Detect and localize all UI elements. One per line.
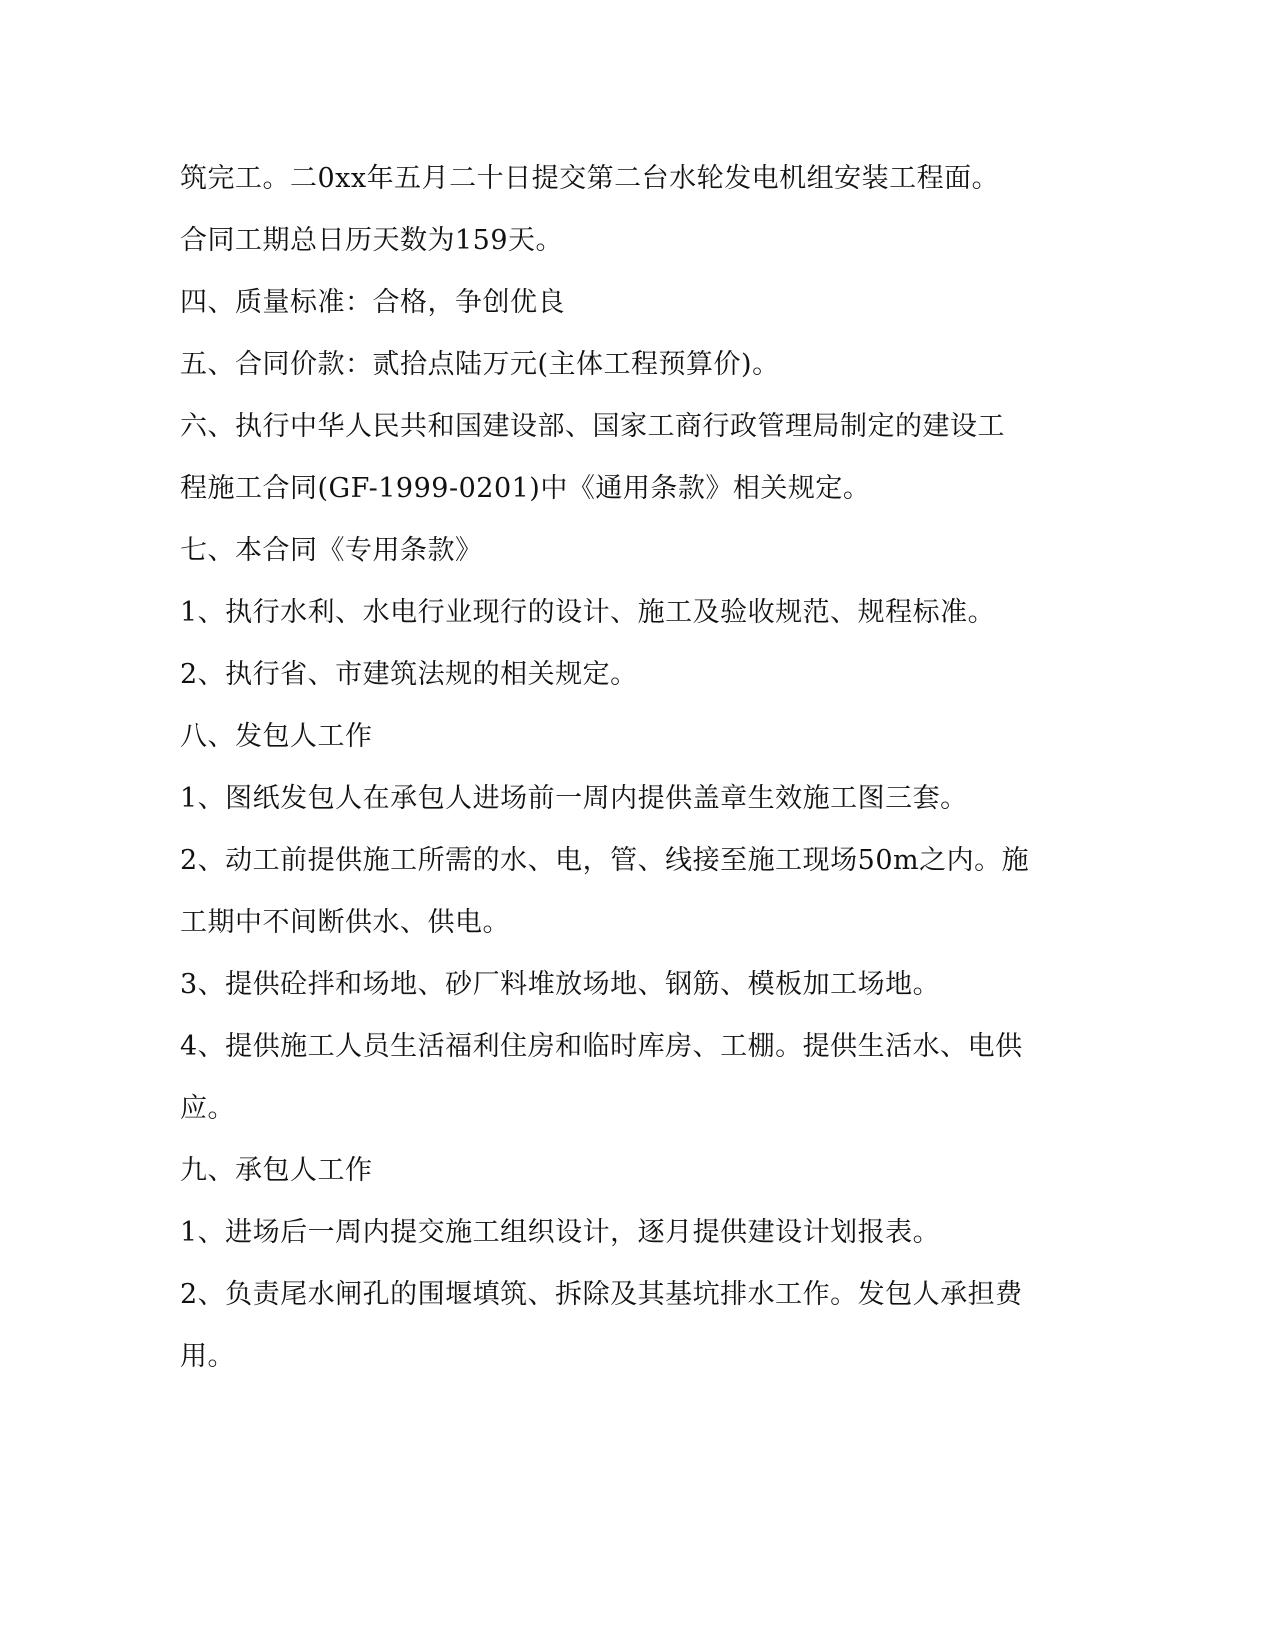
list-item: 1、图纸发包人在承包人进场前一周内提供盖章生效施工图三套。 [180, 783, 968, 814]
list-item: 3、提供砼拌和场地、砂厂料堆放场地、钢筋、模板加工场地。 [180, 969, 941, 1000]
text-line: 程施工合同(GF-1999-0201)中《通用条款》相关规定。 [180, 473, 871, 504]
text-line: 应。 [180, 1093, 235, 1124]
text-line: 用。 [180, 1341, 235, 1372]
list-item: 2、动工前提供施工所需的水、电，管、线接至施工现场50m之内。施 [180, 845, 1030, 876]
text-line: 合同工期总日历天数为159天。 [180, 225, 564, 256]
section-heading: 八、发包人工作 [180, 721, 373, 752]
list-item: 1、执行水利、水电行业现行的设计、施工及验收规范、规程标准。 [180, 597, 996, 628]
document-body [180, 148, 1040, 1388]
list-item: 2、负责尾水闸孔的围堰填筑、拆除及其基坑排水工作。发包人承担费 [180, 1279, 1023, 1310]
section-heading: 九、承包人工作 [180, 1155, 373, 1186]
section-heading: 六、执行中华人民共和国建设部、国家工商行政管理局制定的建设工 [180, 411, 1005, 442]
list-item: 2、执行省、市建筑法规的相关规定。 [180, 659, 638, 690]
section-heading: 四、质量标准：合格，争创优良 [180, 287, 565, 318]
text-line: 工期中不间断供水、供电。 [180, 907, 510, 938]
list-item: 1、进场后一周内提交施工组织设计，逐月提供建设计划报表。 [180, 1217, 941, 1248]
section-heading: 七、本合同《专用条款》 [180, 535, 483, 566]
list-item: 4、提供施工人员生活福利住房和临时库房、工棚。提供生活水、电供 [180, 1031, 1023, 1062]
text-line: 筑完工。二0xx年五月二十日提交第二台水轮发电机组安装工程面。 [180, 163, 1000, 194]
section-heading: 五、合同价款：贰拾点陆万元(主体工程预算价)。 [180, 349, 780, 380]
